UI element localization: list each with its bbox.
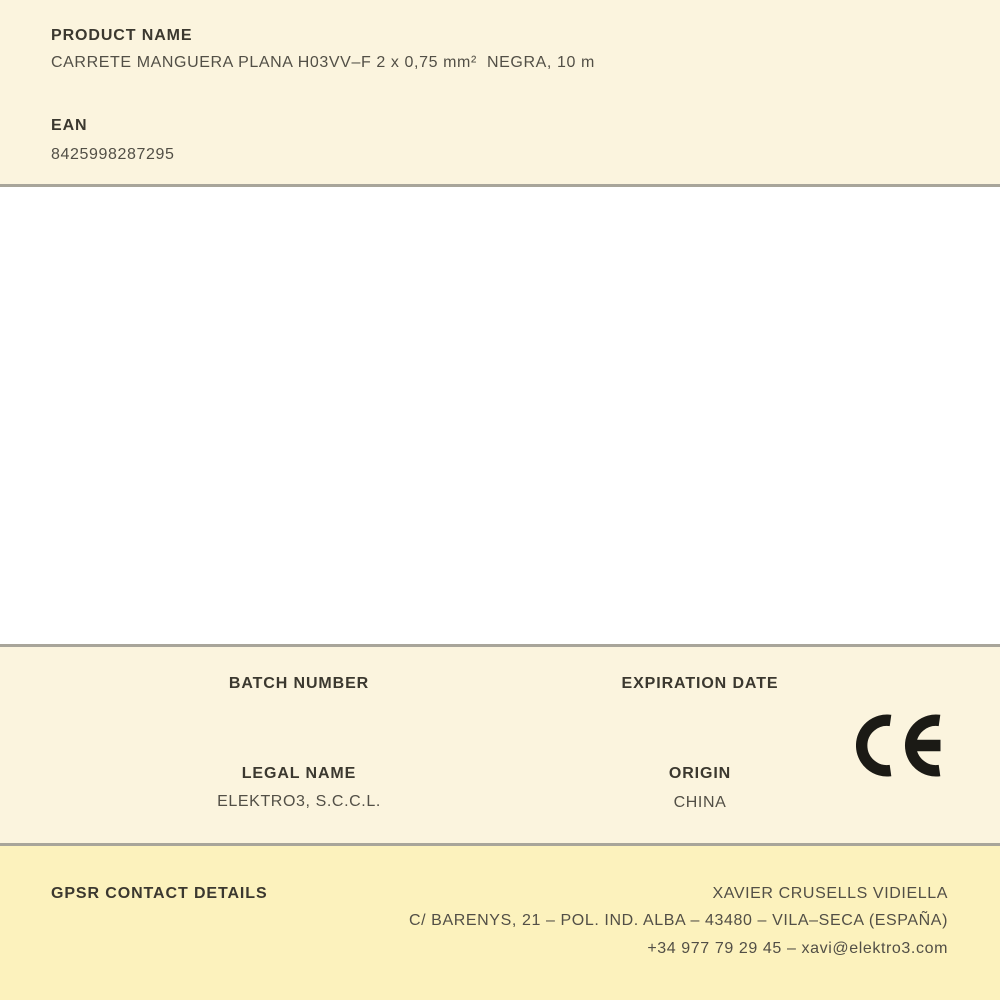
contact-address: C/ BARENYS, 21 – POL. IND. ALBA – 43480 – VILA–SECA (ESPAÑA)	[408, 912, 948, 929]
product-name-value: CARRETE MANGUERA PLANA H03VV–F 2 x 0,75 mm² NEGRA, 10 m	[51, 54, 595, 71]
product-name-label: PRODUCT NAME	[51, 27, 193, 44]
batch-number-label: BATCH NUMBER	[228, 675, 370, 692]
legal-name-label: LEGAL NAME	[241, 765, 357, 782]
ean-value: 8425998287295	[51, 146, 175, 163]
origin-label: ORIGIN	[668, 765, 732, 782]
ce-mark-icon	[856, 713, 942, 778]
contact-phone-email: +34 977 79 29 45 – xavi@elektro3.com	[647, 940, 948, 957]
ean-label: EAN	[51, 117, 88, 134]
legal-name-value: ELEKTRO3, S.C.C.L.	[217, 793, 381, 810]
contact-name: XAVIER CRUSELLS VIDIELLA	[712, 885, 948, 902]
section-divider-top	[0, 184, 1000, 187]
gpsr-contact-label: GPSR CONTACT DETAILS	[51, 885, 268, 902]
expiration-date-label: EXPIRATION DATE	[621, 675, 779, 692]
origin-value: CHINA	[673, 794, 727, 811]
